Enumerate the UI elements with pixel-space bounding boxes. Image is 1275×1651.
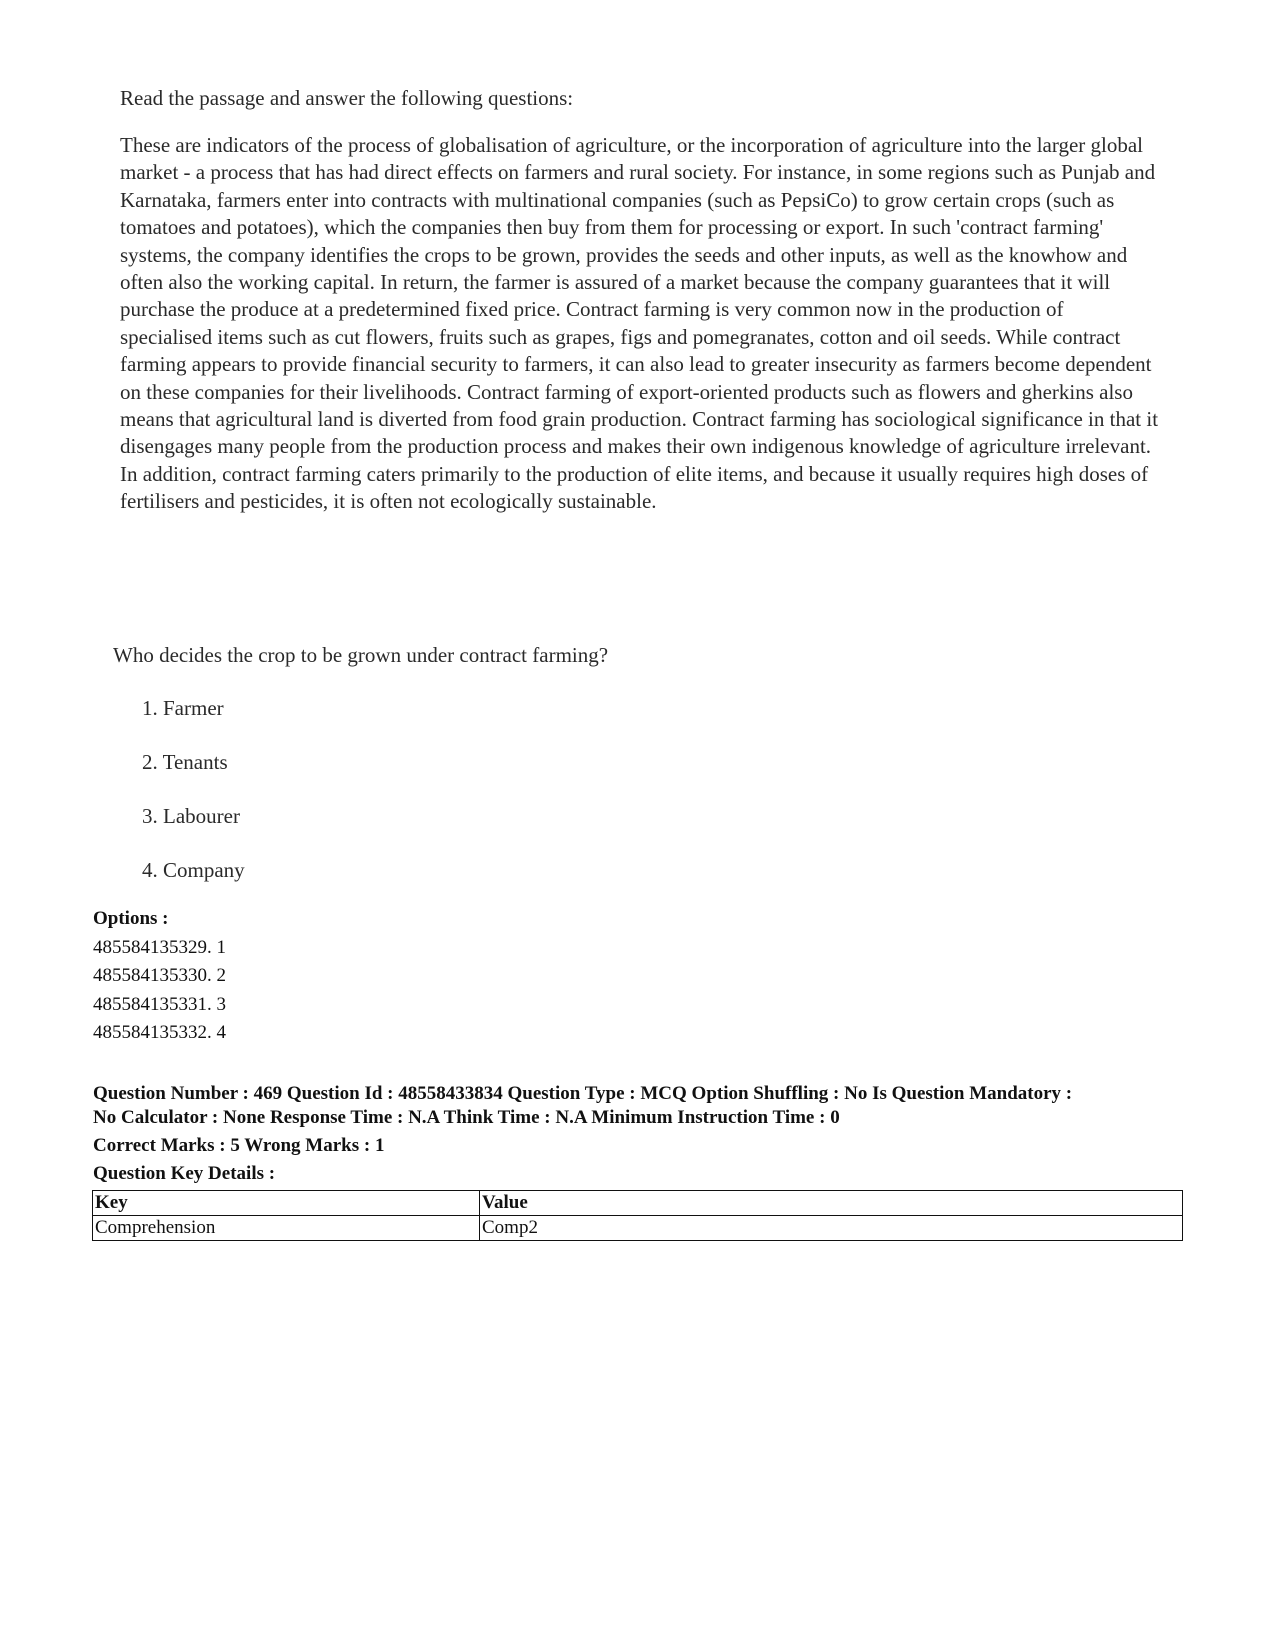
- question-meta-line-2: No Calculator : None Response Time : N.A Think Time : N.A Minimum Instruction Time : 0: [93, 1107, 840, 1128]
- options-label: Options :: [93, 908, 169, 929]
- passage-instruction: Read the passage and answer the following questions:: [120, 86, 574, 110]
- options-section: [93, 905, 226, 1048]
- cell-value: Comp2: [480, 1216, 1183, 1241]
- marks-line: Correct Marks : 5 Wrong Marks : 1: [93, 1135, 385, 1156]
- key-details-label: Question Key Details :: [93, 1163, 276, 1184]
- choice-item: 2. Tenants: [142, 750, 228, 774]
- option-id: 485584135329. 1: [93, 936, 226, 958]
- passage-text: These are indicators of the process of globalisation of agriculture, or the incorporation of agriculture into the larger global market - a process that has had direct effects on farmers and rural society. For instance, in some regions such as Punjab and Karnataka, farmers enter into contracts with multinational companies (such as PepsiCo) to grow certain crops (such as tomatoes and potatoes), which the companies then buy from them for processing or export. In such 'contract farming' systems, the company identifies the crops to be grown, provides the seeds and other inputs, as well as the knowhow and often also the working capital. In return, the farmer is assured of a market because the company guarantees that it will purchase the produce at a predetermined fixed price. Contract farming is very common now in the production of specialised items such as cut flowers, fruits such as grapes, figs and pomegranates, cotton and oil seeds. While contract farming appears to provide financial security to farmers, it can also lead to greater insecurity as farmers become dependent on these companies for their livelihoods. Contract farming of export-oriented products such as flowers and gherkins also means that agricultural land is diverted from food grain production. Contract farming has sociological significance in that it disengages many people from the production process and makes their own indigenous knowledge of agriculture irrelevant. In addition, contract farming caters primarily to the production of elite items, and because it usually requires high doses of fertilisers and pesticides, it is often not ecologically sustainable.: [120, 133, 1159, 514]
- question-meta: [93, 1082, 1193, 1186]
- key-details-table: [92, 1190, 1183, 1241]
- comprehension-section: [120, 84, 1160, 516]
- option-id: 485584135331. 3: [93, 993, 226, 1015]
- question-meta-line-1: Question Number : 469 Question Id : 48558433834 Question Type : MCQ Option Shuffling : No Is Question Mandatory :: [93, 1083, 1073, 1104]
- table-row: [93, 1216, 1183, 1241]
- cell-key: Comprehension: [93, 1216, 480, 1241]
- choice-item: 4. Company: [142, 858, 245, 882]
- table-header-row: [93, 1191, 1183, 1216]
- header-value: Value: [480, 1191, 1183, 1216]
- answer-choices: [142, 694, 245, 910]
- question-text: Who decides the crop to be grown under contract farming?: [113, 643, 609, 667]
- header-key: Key: [93, 1191, 480, 1216]
- choice-item: 1. Farmer: [142, 696, 224, 720]
- option-id: 485584135332. 4: [93, 1022, 226, 1043]
- option-id: 485584135330. 2: [93, 965, 226, 986]
- choice-item: 3. Labourer: [142, 804, 240, 828]
